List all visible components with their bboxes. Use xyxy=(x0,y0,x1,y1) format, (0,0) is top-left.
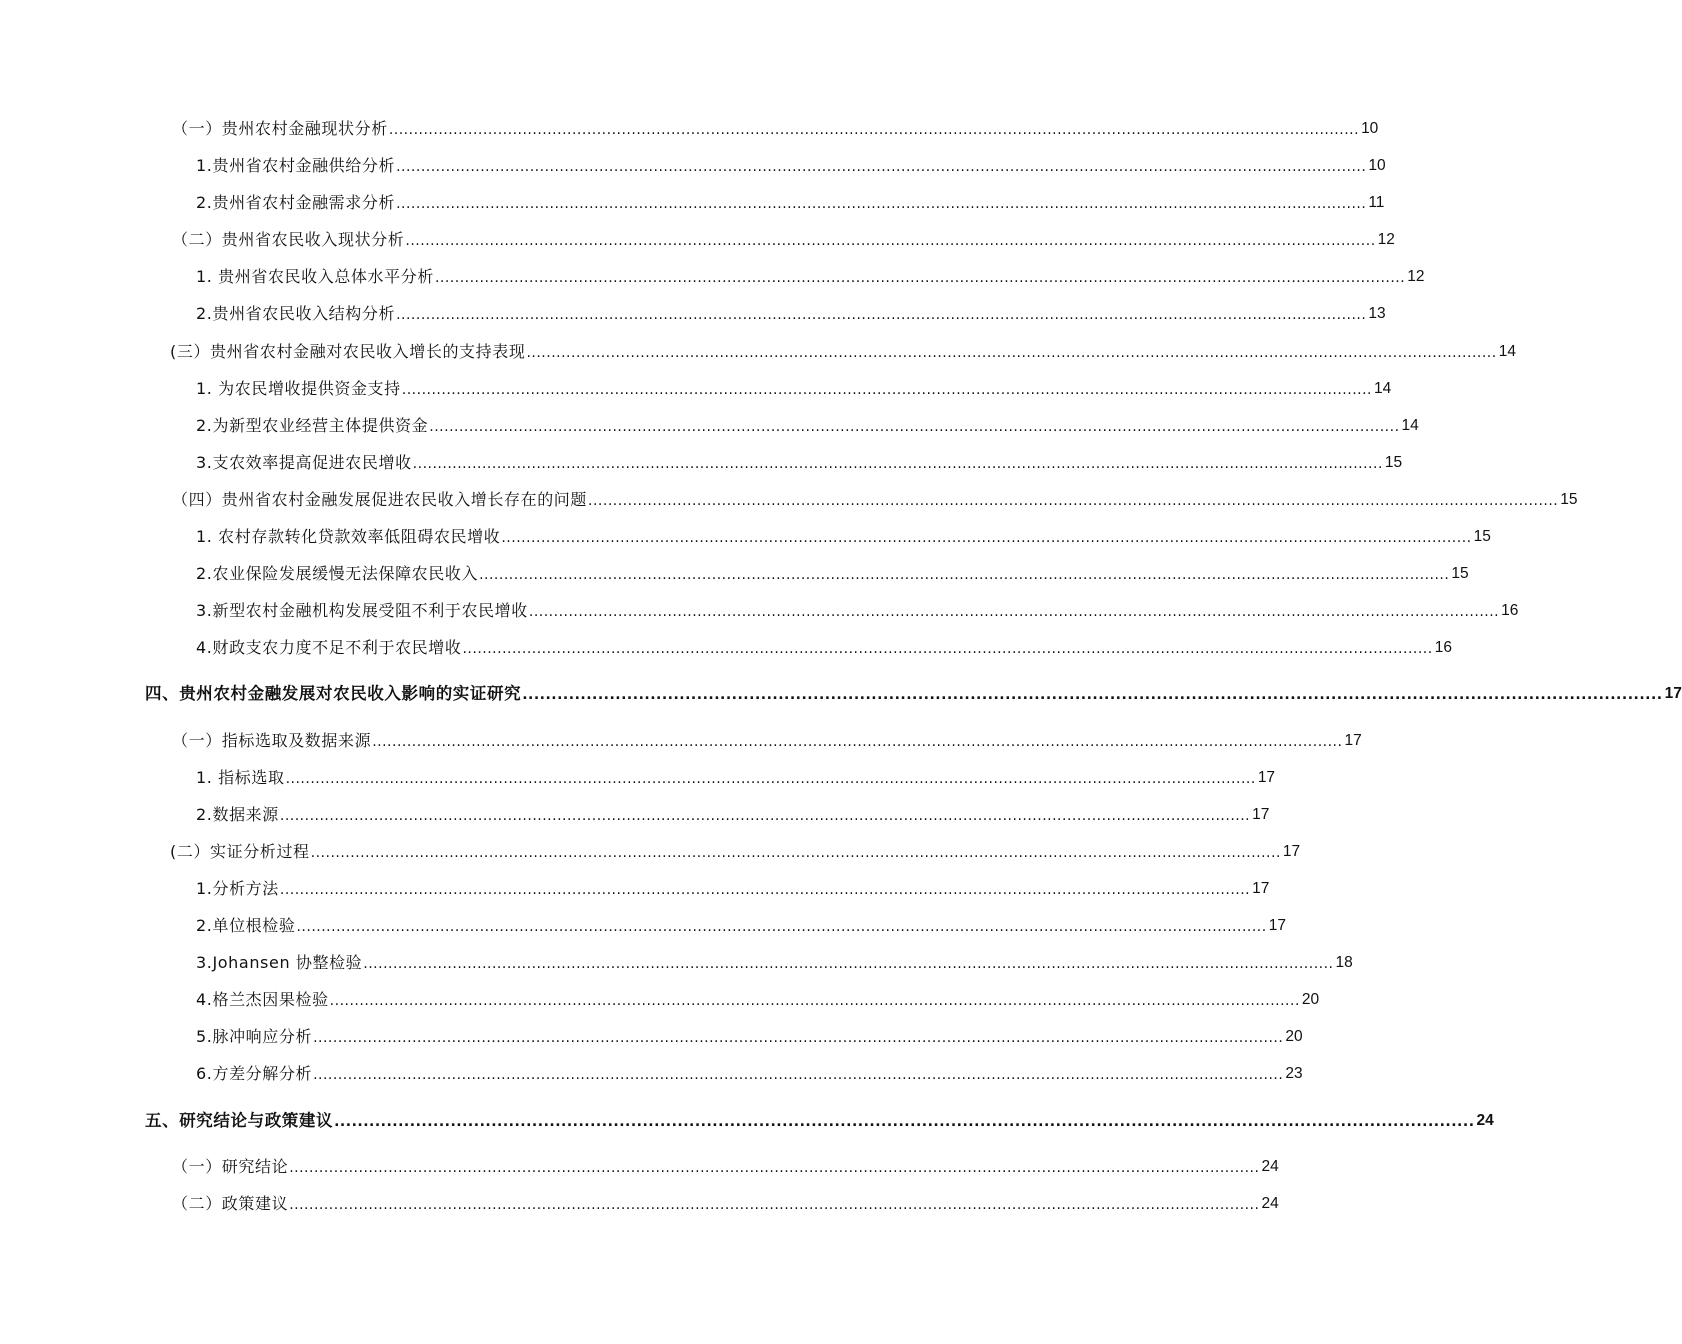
toc-dot-leader: .................................................................................................................................................................................................... xyxy=(526,345,1497,361)
toc-entry-title: （一）指标选取及数据来源 xyxy=(172,731,372,750)
toc-dot-leader: .................................................................................................................................................................................................... xyxy=(396,196,1367,212)
toc-page-number: 18 xyxy=(1335,954,1353,971)
toc-page-number: 16 xyxy=(1501,602,1519,619)
toc-page-number: 15 xyxy=(1384,454,1403,471)
toc-dot-leader: .................................................................................................................................................................................................... xyxy=(434,270,1406,286)
toc-dot-leader: .................................................................................................................................................................................................... xyxy=(401,382,1373,398)
toc-entry[interactable] xyxy=(196,1060,1303,1084)
toc-entry-title: 1. 农村存款转化贷款效率低阻碍农民增收 xyxy=(196,527,501,546)
toc-dot-leader: .................................................................................................................................................................................................... xyxy=(396,159,1367,175)
toc-entry-title: (二）实证分析过程 xyxy=(170,842,310,861)
toc-page-number: 13 xyxy=(1368,305,1386,322)
toc-entry[interactable] xyxy=(196,801,1270,825)
toc-entry[interactable] xyxy=(196,949,1353,973)
toc-chapter-entry[interactable] xyxy=(145,680,1682,704)
toc-page-number: 17 xyxy=(1268,917,1286,934)
toc-entry[interactable] xyxy=(196,412,1419,436)
toc-dot-leader: .................................................................................................................................................................................................... xyxy=(412,456,1383,472)
toc-entry[interactable] xyxy=(196,1023,1303,1047)
toc-entry-title: 6.方差分解分析 xyxy=(196,1064,313,1083)
toc-entry-title: (三）贵州省农村金融对农民收入增长的支持表现 xyxy=(170,342,526,361)
toc-entry-title: （二）政策建议 xyxy=(172,1194,289,1213)
toc-page-number: 17 xyxy=(1344,732,1362,749)
toc-dot-leader: .................................................................................................................................................................................................... xyxy=(329,993,1300,1009)
toc-page-number: 24 xyxy=(1261,1195,1279,1212)
toc-page-number: 15 xyxy=(1451,565,1469,582)
toc-dot-leader: .................................................................................................................................................................................................... xyxy=(405,233,1376,249)
toc-dot-leader: .................................................................................................................................................................................................... xyxy=(279,882,1251,898)
toc-entry-title: （四）贵州省农村金融发展促进农民收入增长存在的问题 xyxy=(172,490,588,509)
toc-dot-leader: .................................................................................................................................................................................................... xyxy=(462,641,1433,657)
toc-entry[interactable] xyxy=(196,449,1403,473)
toc-entry[interactable] xyxy=(196,523,1491,547)
toc-entry-title: （一）研究结论 xyxy=(172,1157,289,1176)
toc-entry-title: 3.Johansen 协整检验 xyxy=(196,953,363,972)
toc-entry-title: （二）贵州省农民收入现状分析 xyxy=(172,230,405,249)
toc-page-number: 12 xyxy=(1377,231,1395,248)
toc-entry[interactable] xyxy=(196,875,1270,899)
toc-entry-title: 2.为新型农业经营主体提供资金 xyxy=(196,416,429,435)
toc-entry[interactable] xyxy=(172,115,1379,139)
toc-page-number: 24 xyxy=(1476,1112,1494,1129)
toc-page-number: 15 xyxy=(1560,491,1578,508)
toc-entry-title: 3.支农效率提高促进农民增收 xyxy=(196,453,412,472)
toc-entry[interactable] xyxy=(172,1153,1279,1177)
toc-entry-title: 1. 指标选取 xyxy=(196,768,285,787)
toc-entry-title: （一）贵州农村金融现状分析 xyxy=(172,119,388,138)
toc-page-number: 20 xyxy=(1301,991,1320,1008)
toc-entry[interactable] xyxy=(172,486,1578,510)
toc-page-number: 17 xyxy=(1664,685,1682,702)
toc-entry-title: 2.贵州省农村金融需求分析 xyxy=(196,193,396,212)
toc-dot-leader: .................................................................................................................................................................................................... xyxy=(285,771,1256,787)
toc-page-number: 17 xyxy=(1252,880,1270,897)
toc-dot-leader: .................................................................................................................................................................................................... xyxy=(372,734,1343,750)
toc-dot-leader: .................................................................................................................................................................................................... xyxy=(479,567,1450,583)
toc-entry[interactable] xyxy=(196,597,1519,621)
toc-entry-title: 四、贵州农村金融发展对农民收入影响的实证研究 xyxy=(145,684,522,703)
toc-page-number: 17 xyxy=(1282,843,1301,860)
toc-page-number: 24 xyxy=(1261,1158,1279,1175)
toc-dot-leader: .................................................................................................................................................................................................... xyxy=(528,604,1500,620)
toc-dot-leader: .................................................................................................................................................................................................... xyxy=(310,845,1281,861)
toc-entry-title: 2.数据来源 xyxy=(196,805,279,824)
toc-entry[interactable] xyxy=(196,189,1385,213)
toc-page-number: 16 xyxy=(1434,639,1452,656)
toc-dot-leader: .................................................................................................................................................................................................... xyxy=(363,956,1334,972)
toc-entry[interactable] xyxy=(196,986,1320,1010)
toc-entry[interactable] xyxy=(196,634,1452,658)
toc-page-number: 23 xyxy=(1285,1065,1303,1082)
toc-dot-leader: .................................................................................................................................................................................................... xyxy=(279,808,1251,824)
toc-dot-leader: .................................................................................................................................................................................................... xyxy=(501,530,1472,546)
toc-dot-leader: .................................................................................................................................................................................................... xyxy=(289,1197,1260,1213)
toc-entry[interactable] xyxy=(196,560,1469,584)
toc-entry-title: 5.脉冲响应分析 xyxy=(196,1027,313,1046)
toc-entry-title: 2.农业保险发展缓慢无法保障农民收入 xyxy=(196,564,479,583)
toc-entry-title: 4.格兰杰因果检验 xyxy=(196,990,329,1009)
toc-entry-title: 五、研究结论与政策建议 xyxy=(145,1111,334,1130)
toc-page-number: 20 xyxy=(1285,1028,1303,1045)
toc-entry-title: 1.分析方法 xyxy=(196,879,279,898)
toc-entry-title: 1. 为农民增收提供资金支持 xyxy=(196,379,401,398)
toc-dot-leader: .................................................................................................................................................................................................... xyxy=(313,1067,1284,1083)
toc-dot-leader: .................................................................................................................................................................................................... xyxy=(522,687,1663,703)
toc-page-number: 14 xyxy=(1374,380,1392,397)
toc-dot-leader: .................................................................................................................................................................................................... xyxy=(396,307,1367,323)
toc-entry[interactable] xyxy=(170,838,1301,862)
toc-page-number: 10 xyxy=(1368,157,1386,174)
toc-page-number: 14 xyxy=(1498,343,1516,360)
toc-entry[interactable] xyxy=(196,764,1276,788)
toc-dot-leader: .................................................................................................................................................................................................... xyxy=(388,122,1360,138)
toc-entry[interactable] xyxy=(196,375,1392,399)
toc-entry-title: 4.财政支农力度不足不利于农民增收 xyxy=(196,638,462,657)
toc-dot-leader: .................................................................................................................................................................................................... xyxy=(289,1160,1260,1176)
toc-page-number: 17 xyxy=(1257,769,1276,786)
toc-dot-leader: .................................................................................................................................................................................................... xyxy=(334,1114,1475,1130)
toc-dot-leader: .................................................................................................................................................................................................... xyxy=(313,1030,1284,1046)
toc-dot-leader: .................................................................................................................................................................................................... xyxy=(296,919,1267,935)
toc-entry[interactable] xyxy=(196,263,1425,287)
toc-entry[interactable] xyxy=(170,338,1516,362)
toc-entry-title: 3.新型农村金融机构发展受阻不利于农民增收 xyxy=(196,601,528,620)
toc-page-number: 11 xyxy=(1368,194,1385,211)
toc-page-number: 15 xyxy=(1473,528,1491,545)
toc-entry[interactable] xyxy=(196,152,1386,176)
toc-page-number: 10 xyxy=(1361,120,1379,137)
toc-entry[interactable] xyxy=(196,912,1286,936)
toc-page-number: 14 xyxy=(1401,417,1419,434)
toc-page-number: 12 xyxy=(1407,268,1425,285)
toc-entry[interactable] xyxy=(196,300,1386,324)
toc-page-number: 17 xyxy=(1252,806,1270,823)
toc-entry-title: 2.贵州省农民收入结构分析 xyxy=(196,304,396,323)
toc-entry-title: 1.贵州省农村金融供给分析 xyxy=(196,156,396,175)
toc-chapter-entry[interactable] xyxy=(145,1107,1494,1131)
toc-entry[interactable] xyxy=(172,226,1395,250)
toc-entry-title: 2.单位根检验 xyxy=(196,916,296,935)
toc-dot-leader: .................................................................................................................................................................................................... xyxy=(588,493,1559,509)
toc-entry-title: 1. 贵州省农民收入总体水平分析 xyxy=(196,267,434,286)
toc-entry[interactable] xyxy=(172,727,1362,751)
toc-dot-leader: .................................................................................................................................................................................................... xyxy=(429,419,1400,435)
toc-entry[interactable] xyxy=(172,1190,1279,1214)
